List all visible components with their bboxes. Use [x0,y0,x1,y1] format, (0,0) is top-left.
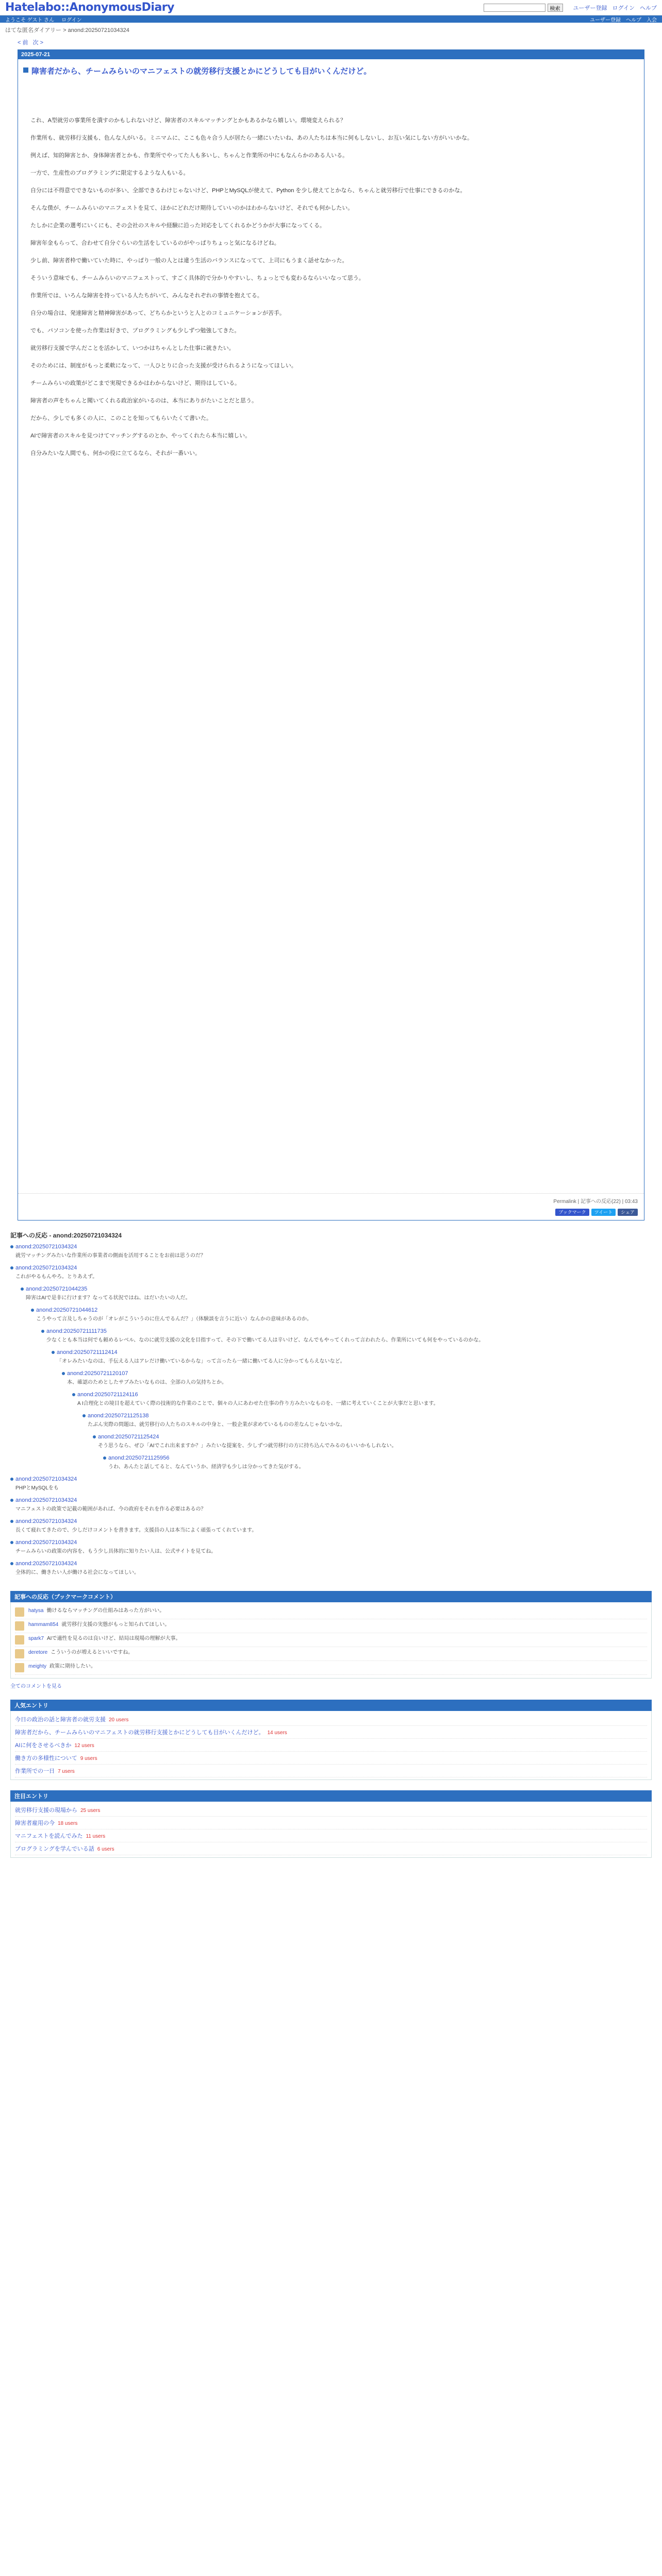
bookmark-row [15,1647,647,1661]
reaction-item [62,1369,652,1391]
sub-register-link[interactable]: ユーザー登録 [590,17,621,23]
square-icon [23,67,28,73]
entry-link[interactable]: AIに何をさせるべきか [15,1742,72,1749]
bookmark-row [15,1633,647,1647]
bookmark-user[interactable]: hammam854 [28,1622,59,1628]
article-paragraph: 障害年金もらって、合わせて自分ぐらいの生活をしているのがやっぱりちょっと気になるけどね。 [30,240,280,246]
bookmark-list [10,1602,652,1679]
article-paragraph: でも、パソコンを使った作業は好きで、プログラミングも少しずつ勉強してきた。 [30,328,240,334]
entry-row [15,1739,647,1752]
user-count[interactable]: 14 users [267,1730,287,1736]
reaction-text: 就労マッチングみたいな作業所の事業者の側面を活用することをお前は思うのだ？ [15,1253,206,1259]
breadcrumb[interactable]: はてな匿名ダイアリー > anond:20250721034324 [5,27,129,33]
reaction-text: 少なくとも本当は何でも頼めるレベル、なのに就労支援の文化を目指すって、その下で働いてる人は辛いけど、なんでもやってくれって言われたら、作業所にいても何をやっているのかな。 [46,1337,484,1343]
article-paragraph: 作業所も、就労移行支援も、色んな人がいる。ミニマムに、ここも色々合う人が居たら一緒にいたいね、あの人たちは本当に何もしないし、お互い気にしない方がいいかな。 [30,135,473,141]
bookmark-comment: 就労移行支援の実態がもっと知られてほしい。 [61,1622,170,1628]
sub-help-link[interactable]: ヘルプ [626,17,641,23]
entry-link[interactable]: マニフェストを読んでみた [15,1833,83,1839]
reaction-link[interactable]: anond:20250721124116 [77,1392,138,1398]
article-paragraph: チームみらいの政策がどこまで実現できるかはわからないけど、期待はしている。 [30,380,240,386]
article-paragraph: これ、A型就労の事業所を潰すのかもしれないけど、障害者のスキルマッチングとかもあるかなら嬉しい。環境変えられる？ [30,117,346,124]
entry-link[interactable]: 働き方の多様性について [15,1755,77,1761]
user-count[interactable]: 25 users [80,1808,101,1814]
bookmark-comment: AIで適性を見るのは良いけど、結局は現場の理解が大事。 [47,1636,181,1641]
reaction-item [10,1538,652,1560]
search-area [484,4,563,12]
bullet-icon [10,1478,13,1481]
prev-link[interactable]: < 前 [18,40,28,46]
user-count[interactable]: 7 users [58,1769,75,1774]
bullet-icon [41,1330,44,1333]
reaction-link[interactable]: anond:20250721034324 [15,1497,77,1503]
entry-row [15,1765,647,1777]
bullet-icon [10,1520,13,1523]
next-link[interactable]: 次 > [32,40,44,46]
reaction-link[interactable]: anond:20250721125424 [98,1434,159,1440]
bullet-icon [10,1245,13,1248]
reaction-text: A I合理化との境目を超えていく際の技術的な作業のことで、個々の人にあわせた仕事の作り方みたいなものを、一緒に考えていくことが大事だと思います。 [77,1401,439,1406]
reactions-heading: 記事への反応 - anond:20250721034324 [10,1232,122,1239]
tweet-button[interactable]: ツイート [591,1209,616,1216]
entry-link[interactable]: 就労移行支援の現場から [15,1807,77,1814]
article-paragraph: 自分の場合は、発達障害と精神障害があって、どちらかというと人とのコミュニケーションが苦手。 [30,310,286,316]
article-paragraph: そのためには、制度がもっと柔軟になって、一人ひとりに合った支援が受けられるようになってほしい。 [30,363,297,369]
bookmark-user[interactable]: meighty [28,1664,47,1669]
reaction-link[interactable]: anond:20250721034324 [15,1518,77,1524]
entry-link[interactable]: 今日の政治の話と障害者の就労支援 [15,1717,106,1723]
bullet-icon [62,1372,65,1375]
bullet-icon [93,1435,96,1438]
bookmark-button[interactable]: ブックマーク [555,1209,589,1216]
bookmark-user[interactable]: deretore [28,1650,48,1655]
reaction-text: たぶん実際の問題は、就労移行の人たちのスキルの中身と、一般企業が求めているものの差なんじゃないかな。 [88,1422,345,1428]
bookmark-comment: こういうのが増えるといいですね。 [51,1650,134,1655]
avatar[interactable] [15,1607,24,1617]
reaction-link[interactable]: anond:20250721125956 [108,1455,170,1461]
reaction-link[interactable]: anond:20250721112414 [57,1349,118,1355]
avatar[interactable] [15,1649,24,1658]
bullet-icon [10,1499,13,1502]
reaction-text: 「オレみたいなのは、手伝える人はアレだけ働いているからな」って言ったら一緒に働いてる人に分かってもらえないなど。 [57,1359,345,1364]
register-link[interactable]: ユーザー登録 [573,5,607,11]
sub-login-link[interactable]: ログイン [61,17,82,23]
entry-row [15,1726,647,1739]
bullet-icon [31,1309,34,1312]
reaction-item [31,1306,652,1327]
article-paragraph: だから、少しでも多くの人に、このことを知ってもらいたくて書いた。 [30,415,212,421]
bullet-icon [10,1541,13,1544]
entry-row [15,1752,647,1765]
reaction-item [10,1475,652,1496]
article-body [18,80,644,1193]
reaction-link[interactable]: anond:20250721125138 [88,1413,149,1419]
user-count[interactable]: 6 users [97,1846,114,1852]
reaction-item [10,1517,652,1538]
entry-link[interactable]: 障害者だから、チームみらいのマニフェストの就労移行支援とかにどうしても目がいくんだけど。 [15,1730,264,1736]
article-foot[interactable]: Permalink | 記事への反応(22) | 03:43 [18,1193,644,1208]
article-paragraph: 例えば、知的障害とか、身体障害者とかも、作業所でやってた人も多いし、ちゃんと作業所の中にもなんらかのある人いる。 [30,152,348,159]
bookmark-row [15,1661,647,1675]
help-link[interactable]: ヘルプ [640,5,657,11]
entry-row [15,1713,647,1726]
user-count[interactable]: 9 users [80,1756,97,1761]
article [18,49,644,1221]
bookmark-user[interactable]: spark7 [28,1636,44,1641]
reaction-text: そう思うなら、ぜひ「AIでこれ出来ますか？」みたいな提案を、少しずつ就労移行の方に持ち込んでみるのもいいかもしれない。 [98,1443,397,1449]
reaction-link[interactable]: anond:20250721034324 [15,1476,77,1482]
reaction-link[interactable]: anond:20250721034324 [15,1539,77,1546]
reaction-text: 障害はAIで是非に行けます？なってる状況ではね、はだいたいの人だ。 [26,1295,191,1301]
article-paragraph: そういう意味でも、チームみらいのマニフェストって、すごく具体的で分かりやすいし、ちょっとでも変わるならいいなって思う。 [30,275,365,281]
reaction-item [93,1433,652,1454]
reaction-text: マニフェストの政策で記載の範囲があれば、今の政府をそれを作る必要はあるの？ [15,1506,206,1512]
reaction-item [21,1285,652,1306]
share-button[interactable]: シェア [618,1209,638,1216]
reaction-item [10,1496,652,1517]
top-bar [0,0,662,15]
reaction-text: 全体的に、働きたい人が働ける社会になってほしい。 [15,1570,139,1575]
reaction-link[interactable]: anond:20250721120107 [67,1370,128,1377]
avatar[interactable] [15,1663,24,1672]
entry-link[interactable]: 障害者雇用の今 [15,1820,55,1826]
article-paragraph: 自分みたいな人間でも、何かの役に立てるなら、それが一番いい。 [30,450,201,456]
share-buttons [18,1208,644,1220]
reaction-item [10,1560,652,1581]
article-paragraph: たしかに企業の選考にいくにも、その会社のスキルや経験に沿った対応をしてくれるかどうかが大事になってくる。 [30,223,325,229]
reaction-link[interactable]: anond:20250721034324 [15,1561,77,1567]
article-date: 2025-07-21 [18,50,644,59]
article-paragraph: 作業所では、いろんな障害を持っている人たちがいて、みんなそれぞれの事情を抱えてる。 [30,293,263,299]
pager [0,37,662,49]
more-comments-text[interactable]: 全てのコメントを見る [10,1684,62,1689]
reaction-text: 本、確認のためとしたサブみたいなものは、全部の人の気持ちとか。 [67,1380,227,1385]
bookmark-user[interactable]: hatysa [28,1608,44,1614]
bullet-icon [21,1287,24,1291]
bullet-icon [10,1266,13,1269]
bullet-icon [10,1562,13,1565]
bookmarks-heading: 記事への反応（ブックマークコメント） [10,1591,652,1602]
reaction-thread [10,1243,652,1581]
sub-bar [0,15,662,23]
reaction-text: こうやって言及しちゃうのが「オレがこういうのに住んでるんだ？」（体験談を言うに近い）なんかの意味があるのか。 [36,1316,312,1322]
article-paragraph: 就労移行支援で学んだことを活かして、いつかはちゃんとした仕事に就きたい。 [30,345,235,351]
reaction-text: うわ、あんたと話してると、なんていうか、経済学も少しは分かってきた気がする。 [108,1464,304,1470]
avatar[interactable] [15,1635,24,1645]
reaction-link[interactable]: anond:20250721044235 [26,1286,88,1292]
article-title-text: 障害者だから、チームみらいのマニフェストの就労移行支援とかにどうしても目がいくんだけど。 [31,67,372,76]
user-count[interactable]: 20 users [109,1717,129,1723]
entry-row [15,1829,647,1842]
reaction-item [41,1327,652,1348]
popular-list [10,1711,652,1780]
bullet-icon [103,1456,106,1460]
bookmark-comment: 政策に期待したい。 [49,1664,96,1669]
reaction-text: 長くて疲れてきたので、少しだけコメントを書きます。支援員の人は本当によく頑張ってくれています。 [15,1528,257,1533]
login-link[interactable]: ログイン [612,5,635,11]
article-paragraph: 少し前、障害者枠で働いていた時に、やっぱり一般の人とは違う生活のバランスになってて、上司にもうまく話せなかった。 [30,258,348,264]
sub-join-link[interactable]: 入会 [647,17,657,23]
user-count[interactable]: 18 users [58,1821,78,1826]
entry-row [15,1804,647,1817]
reaction-link[interactable]: anond:20250721034324 [15,1265,77,1271]
top-links [573,4,657,12]
reaction-item [52,1348,652,1369]
reaction-item [82,1412,652,1433]
reaction-text: これがやるもんやろ。とりあえず。 [15,1274,98,1280]
bookmark-comment: 働けるならマッチングの仕組みはあった方がいい。 [46,1608,165,1614]
bullet-icon [52,1351,55,1354]
entry-link[interactable]: 作業所での一日 [15,1768,55,1774]
bookmark-row [15,1605,647,1619]
user-count[interactable]: 11 users [86,1834,106,1839]
search-button[interactable]: 検索 [548,4,563,12]
user-count[interactable]: 12 users [74,1743,94,1749]
reaction-item [10,1243,652,1264]
popular-heading: 人気エントリ [10,1700,652,1711]
reaction-text: PHPとMySQLをも [15,1485,59,1491]
more-comments-link[interactable] [10,1682,652,1689]
hot-heading: 注目エントリ [10,1790,652,1802]
article-paragraph: 一方で、生産性のプログラミングに限定するような人もいる。 [30,170,189,176]
bullet-icon [72,1393,75,1396]
reaction-item [103,1454,652,1475]
avatar[interactable] [15,1621,24,1631]
article-paragraph: 自分には不得意でできないものが多い、全部できるわけじゃないけど、PHPとMySQLが使えて、Python を少し使えてとかなら、ちゃんと就労移行で仕事にできるのかな。 [30,188,466,194]
entry-row [15,1842,647,1855]
reaction-link[interactable]: anond:20250721044612 [36,1307,98,1313]
article-paragraph: そんな僕が、チームみらいのマニフェストを見て、ほかにどれだけ期待していいのかはわからないけど、それでも何かしたい。 [30,205,354,211]
search-input[interactable] [484,4,545,12]
entry-row [15,1817,647,1829]
hot-list [10,1802,652,1858]
welcome-text: ようこそ ゲスト さん [5,17,55,23]
reaction-item [72,1391,652,1412]
article-paragraph: 障害者の声をちゃんと聞いてくれる政治家がいるのは、本当にありがたいことだと思う。 [30,398,257,404]
bullet-icon [82,1414,86,1417]
article-title[interactable] [18,59,644,80]
entry-link[interactable]: プログラミングを学んでいる話 [15,1846,94,1852]
reaction-text: チームみらいの政策の内容を、もう少し具体的に知りたい人は、公式サイトを見てね。 [15,1549,217,1554]
article-paragraph: AIで障害者のスキルを見つけてマッチングするのとか、やってくれたら本当に嬉しい。 [30,433,251,439]
site-logo[interactable]: Hatelabo::AnonymousDiary [5,1,174,14]
reaction-link[interactable]: anond:20250721111735 [46,1328,107,1334]
reaction-link[interactable]: anond:20250721034324 [15,1244,77,1250]
reaction-item [10,1264,652,1285]
bookmark-row [15,1619,647,1633]
